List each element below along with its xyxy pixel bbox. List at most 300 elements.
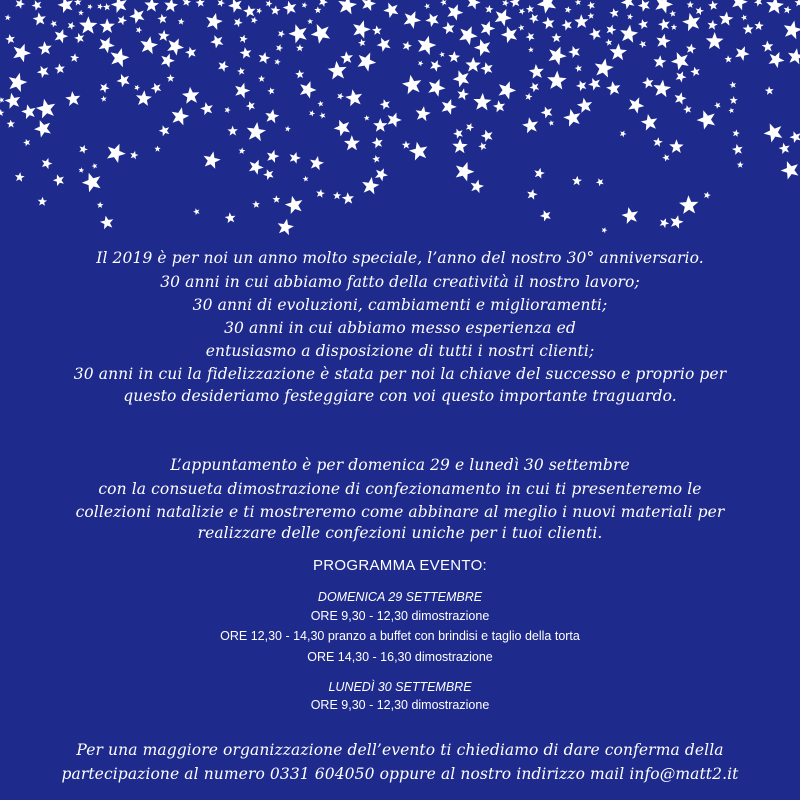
star-icon <box>303 176 309 182</box>
star-icon <box>237 67 245 75</box>
star-icon <box>240 35 248 44</box>
star-icon <box>328 61 347 80</box>
star-icon <box>311 24 330 44</box>
star-icon <box>344 135 360 150</box>
star-icon <box>642 77 653 89</box>
star-icon <box>256 8 262 14</box>
star-icon <box>111 0 127 13</box>
star-icon <box>540 210 551 221</box>
star-icon <box>622 207 639 224</box>
star-icon <box>549 47 567 66</box>
star-icon <box>167 38 184 55</box>
star-icon <box>164 0 178 12</box>
star-icon <box>548 120 554 126</box>
star-icon <box>658 19 670 31</box>
intro-line: 30 anni in cui abbiamo messo esperienza ed <box>224 319 576 337</box>
star-icon <box>714 102 721 109</box>
star-icon <box>23 139 30 146</box>
star-icon <box>653 80 671 98</box>
star-icon <box>136 90 152 106</box>
star-icon <box>534 168 545 179</box>
star-icon <box>430 60 442 72</box>
star-icon <box>526 5 534 13</box>
star-icon <box>502 0 509 7</box>
program-heading: PROGRAMMA EVENTO: <box>312 557 488 574</box>
star-icon <box>473 93 491 111</box>
star-icon <box>267 87 274 94</box>
star-icon <box>788 48 800 64</box>
star-icon <box>575 0 582 5</box>
star-icon <box>577 98 592 113</box>
star-icon <box>621 0 635 9</box>
star-icon <box>662 154 669 162</box>
star-icon <box>193 208 200 215</box>
star-icon <box>610 43 627 60</box>
star-icon <box>605 39 612 46</box>
star-icon <box>737 161 744 168</box>
star-icon <box>65 91 80 106</box>
star-icon <box>296 44 304 51</box>
star-icon <box>518 24 524 30</box>
star-icon <box>639 41 646 49</box>
star-icon <box>409 142 427 161</box>
star-icon <box>99 37 115 53</box>
star-icon <box>266 0 273 7</box>
star-icon <box>5 93 21 109</box>
star-icon <box>185 47 196 59</box>
star-icon <box>97 3 103 9</box>
star-icon <box>459 26 478 45</box>
star-icon <box>416 106 431 121</box>
star-icon <box>766 0 784 14</box>
star-icon <box>471 180 484 194</box>
star-icon <box>227 126 238 136</box>
star-icon <box>136 27 142 34</box>
star-icon <box>247 122 266 141</box>
star-icon <box>561 20 572 31</box>
star-icon <box>424 3 430 9</box>
star-icon <box>466 123 474 132</box>
star-icon <box>144 0 159 12</box>
star-icon <box>196 0 205 7</box>
star-icon <box>249 160 264 175</box>
star-icon <box>157 14 167 24</box>
star-icon <box>690 67 700 77</box>
star-icon <box>568 46 580 58</box>
star-icon <box>358 39 365 47</box>
star-icon <box>743 24 754 35</box>
intro-line: 30 anni in cui la fidelizzazione è stata per noi la chiave del successo e proprio per <box>73 365 727 383</box>
star-icon <box>638 0 650 12</box>
star-icon <box>754 21 763 30</box>
star-icon <box>101 96 107 102</box>
star-icon <box>729 81 736 88</box>
star-icon <box>754 0 763 7</box>
star-icon <box>660 218 670 228</box>
star-icon <box>172 107 190 125</box>
star-icon <box>319 112 325 119</box>
star-icon <box>82 173 101 193</box>
star-icon <box>453 129 463 139</box>
star-icon <box>425 13 439 27</box>
star-icon <box>735 46 749 61</box>
star-icon <box>588 78 600 91</box>
star-icon <box>278 30 286 38</box>
star-icon <box>167 74 175 82</box>
star-icon <box>499 81 517 99</box>
star-icon <box>529 14 539 24</box>
star-icon <box>53 174 64 186</box>
star-icon <box>159 125 170 136</box>
star-icon <box>182 87 199 104</box>
appointment-line: realizzare delle confezioni uniche per i tuoi clienti. <box>197 524 603 542</box>
star-icon <box>682 13 700 31</box>
star-icon <box>251 17 258 24</box>
star-icon <box>240 47 252 59</box>
star-icon <box>0 109 4 116</box>
star-icon <box>0 97 4 103</box>
star-icon <box>283 1 297 15</box>
star-icon <box>428 79 445 97</box>
star-icon <box>275 59 281 66</box>
star-icon <box>418 61 424 67</box>
star-icon <box>522 117 538 133</box>
star-icon <box>439 52 445 58</box>
star-icon <box>380 99 390 110</box>
star-icon <box>669 139 683 153</box>
star-icon <box>358 53 377 72</box>
star-icon <box>440 0 447 6</box>
star-icon <box>525 93 532 101</box>
star-icon <box>353 20 371 38</box>
star-icon <box>78 10 84 16</box>
star-icon <box>79 167 85 173</box>
intro-line: entusiasmo a disposizione di tutti i nostri clienti; <box>205 342 595 360</box>
star-icon <box>480 62 492 75</box>
star-icon <box>68 22 76 30</box>
star-icon <box>79 16 97 34</box>
star-icon <box>74 33 84 43</box>
star-icon <box>33 12 46 25</box>
star-icon <box>762 41 774 52</box>
appointment-line: con la consueta dimostrazione di confezionamento in cui ti presenteremo le <box>98 480 702 498</box>
star-icon <box>118 16 128 26</box>
star-icon <box>100 83 110 93</box>
star-icon <box>92 163 98 169</box>
star-icon <box>290 152 301 164</box>
star-icon <box>265 109 279 123</box>
star-icon <box>364 115 370 121</box>
star-icon <box>345 89 362 106</box>
star-icon <box>572 176 582 186</box>
star-icon <box>38 197 47 206</box>
star-icon <box>628 97 644 113</box>
star-icon <box>641 114 658 131</box>
star-icon <box>541 107 553 119</box>
star-icon <box>372 25 382 35</box>
star-icon <box>587 1 595 9</box>
star-icon <box>655 0 673 14</box>
star-icon <box>246 101 255 111</box>
intro-line: Il 2019 è per noi un anno molto speciale, l’anno del nostro 30° anniversario. <box>96 249 704 267</box>
star-icon <box>442 22 454 35</box>
star-icon <box>5 14 11 20</box>
star-icon <box>706 32 724 49</box>
program-item: ORE 12,30 - 14,30 pranzo a buffet con brindisi e taglio della torta <box>220 629 580 643</box>
star-icon <box>87 4 93 10</box>
star-icon <box>620 131 627 138</box>
star-icon <box>467 0 481 10</box>
star-icon <box>151 83 162 94</box>
star-icon <box>653 137 663 147</box>
star-icon <box>42 158 53 169</box>
program-item: ORE 14,30 - 16,30 dimostrazione <box>307 650 493 664</box>
star-icon <box>50 20 57 27</box>
star-icon <box>134 85 140 91</box>
star-icon <box>679 195 698 214</box>
star-icon <box>74 0 82 6</box>
star-icon <box>54 63 65 73</box>
star-icon <box>235 83 250 99</box>
star-icon <box>34 120 51 137</box>
star-icon <box>669 10 676 17</box>
star-icon <box>537 0 556 14</box>
star-icon <box>117 74 130 88</box>
star-icon <box>606 81 620 95</box>
star-icon <box>656 34 670 49</box>
star-icon <box>107 144 126 163</box>
star-icon <box>529 82 539 92</box>
star-icon <box>453 70 469 87</box>
star-icon <box>300 81 317 98</box>
star-icon <box>671 24 677 30</box>
star-icon <box>206 13 223 30</box>
star-icon <box>383 3 398 19</box>
star-icon <box>442 99 457 115</box>
closing-line: partecipazione al numero 0331 604050 oppure al nostro indirizzo mail info@matt2.it <box>61 765 739 783</box>
star-icon <box>474 39 490 56</box>
star-icon <box>333 191 341 199</box>
star-icon <box>764 123 783 142</box>
star-icon <box>465 57 481 72</box>
star-icon <box>784 6 792 14</box>
star-icon <box>733 130 740 137</box>
star-icon <box>452 138 467 153</box>
star-icon <box>228 0 242 13</box>
star-icon <box>340 51 353 64</box>
star-icon <box>302 2 308 8</box>
star-icon <box>676 71 687 82</box>
star-icon <box>285 196 303 214</box>
star-icon <box>526 32 535 41</box>
star-icon <box>456 162 475 182</box>
star-icon <box>493 100 505 112</box>
star-icon <box>7 120 15 128</box>
star-icon <box>289 24 307 43</box>
star-icon <box>267 150 280 163</box>
star-icon <box>519 8 526 15</box>
star-icon <box>529 64 544 79</box>
star-icon <box>161 53 175 67</box>
star-icon <box>448 51 460 63</box>
star-icon <box>111 48 130 67</box>
star-icon <box>319 0 328 7</box>
star-icon <box>362 0 376 11</box>
star-icon <box>100 216 113 230</box>
star-icon <box>154 146 160 152</box>
star-icon <box>314 6 321 13</box>
star-icon <box>607 25 617 35</box>
star-icon <box>495 9 512 26</box>
star-icon <box>183 0 192 6</box>
star-icon <box>402 141 411 149</box>
star-icon <box>671 52 689 70</box>
program-item: ORE 9,30 - 12,30 dimostrazione <box>310 609 490 623</box>
star-icon <box>781 161 799 179</box>
star-icon <box>457 88 469 100</box>
star-icon <box>372 137 383 148</box>
star-icon <box>719 12 733 26</box>
star-icon <box>37 66 49 78</box>
star-icon <box>278 219 294 235</box>
star-icon <box>402 75 421 94</box>
star-icon <box>225 212 236 223</box>
star-icon <box>204 151 221 168</box>
star-icon <box>334 120 350 137</box>
star-icon <box>447 4 463 20</box>
star-icon <box>481 21 495 36</box>
intro-line: 30 anni di evoluzioni, cambiamenti e miglioramenti; <box>192 296 608 314</box>
star-icon <box>258 75 265 82</box>
star-icon <box>741 15 747 21</box>
star-icon <box>576 80 586 91</box>
star-icon <box>565 6 572 13</box>
star-icon <box>609 8 619 18</box>
star-icon <box>225 107 231 114</box>
star-icon <box>779 143 790 154</box>
star-icon <box>595 58 614 77</box>
appointment-line: L’appuntamento è per domenica 29 e lunedì 30 settembre <box>170 456 630 474</box>
star-icon <box>239 148 246 155</box>
star-field <box>0 0 800 260</box>
star-icon <box>784 21 800 40</box>
star-icon <box>259 52 271 64</box>
star-icon <box>310 156 324 170</box>
program-day-title: DOMENICA 29 SETTEMBRE <box>317 590 483 604</box>
star-icon <box>317 101 323 107</box>
star-icon <box>158 30 170 41</box>
star-icon <box>620 25 638 43</box>
star-icon <box>696 7 704 16</box>
star-icon <box>542 17 555 30</box>
star-icon <box>100 18 115 33</box>
star-icon <box>140 36 158 54</box>
star-icon <box>218 61 229 72</box>
star-icon <box>686 44 696 54</box>
star-icon <box>263 169 274 180</box>
star-icon <box>732 144 743 155</box>
star-icon <box>704 192 711 199</box>
star-icon <box>309 110 315 116</box>
program-day-title: LUNEDÌ 30 SETTEMBRE <box>328 680 472 694</box>
star-icon <box>70 53 79 62</box>
star-icon <box>418 36 437 55</box>
program-item: ORE 9,30 - 12,30 dimostrazione <box>310 698 490 712</box>
star-icon <box>373 118 387 132</box>
star-icon <box>271 5 281 15</box>
star-icon <box>5 34 15 44</box>
star-icon <box>732 0 748 10</box>
star-icon <box>728 108 734 114</box>
star-icon <box>342 192 354 204</box>
star-icon <box>200 102 213 115</box>
star-icon <box>528 47 534 53</box>
star-icon <box>627 13 633 19</box>
star-icon <box>13 44 31 63</box>
star-icon <box>478 142 486 150</box>
star-icon <box>687 1 694 8</box>
star-icon <box>103 3 111 11</box>
star-icon <box>58 0 73 13</box>
star-icon <box>527 189 538 200</box>
star-icon <box>501 26 517 43</box>
star-icon <box>375 168 388 181</box>
star-icon <box>338 0 357 14</box>
star-icon <box>129 8 144 23</box>
star-icon <box>295 70 304 79</box>
star-icon <box>485 5 493 13</box>
star-icon <box>97 202 104 208</box>
star-icon <box>79 145 88 154</box>
star-icon <box>362 177 379 194</box>
star-icon <box>638 19 648 29</box>
star-icon <box>708 20 718 30</box>
star-icon <box>551 33 561 43</box>
star-icon <box>307 18 313 24</box>
star-icon <box>234 18 243 27</box>
star-icon <box>765 86 774 95</box>
star-icon <box>9 73 28 92</box>
star-icon <box>602 227 608 233</box>
star-icon <box>273 195 281 203</box>
star-icon <box>588 12 595 19</box>
star-icon <box>15 172 25 182</box>
star-icon <box>575 65 582 72</box>
star-icon <box>55 29 68 43</box>
star-icon <box>32 0 42 11</box>
star-icon <box>795 0 800 6</box>
star-icon <box>510 0 521 7</box>
star-icon <box>697 110 716 129</box>
star-icon <box>481 130 493 142</box>
star-icon <box>21 104 35 119</box>
star-icon <box>372 155 380 163</box>
star-icon <box>563 109 580 127</box>
star-icon <box>670 215 683 229</box>
star-icon <box>276 44 283 52</box>
star-icon <box>252 201 260 208</box>
star-icon <box>210 35 223 48</box>
star-icon <box>589 28 601 40</box>
star-icon <box>377 38 391 52</box>
star-icon <box>725 55 733 62</box>
star-icon <box>404 11 422 29</box>
intro-line: 30 anni in cui abbiamo fatto della creatività il nostro lavoro; <box>160 273 640 291</box>
star-icon <box>38 41 52 55</box>
closing-line: Per una maggiore organizzazione dell’evento ti chiediamo di dare conferma della <box>76 741 724 759</box>
intro-line: questo desideriamo festeggiare con voi questo importante traguardo. <box>123 387 677 405</box>
star-icon <box>790 131 800 143</box>
